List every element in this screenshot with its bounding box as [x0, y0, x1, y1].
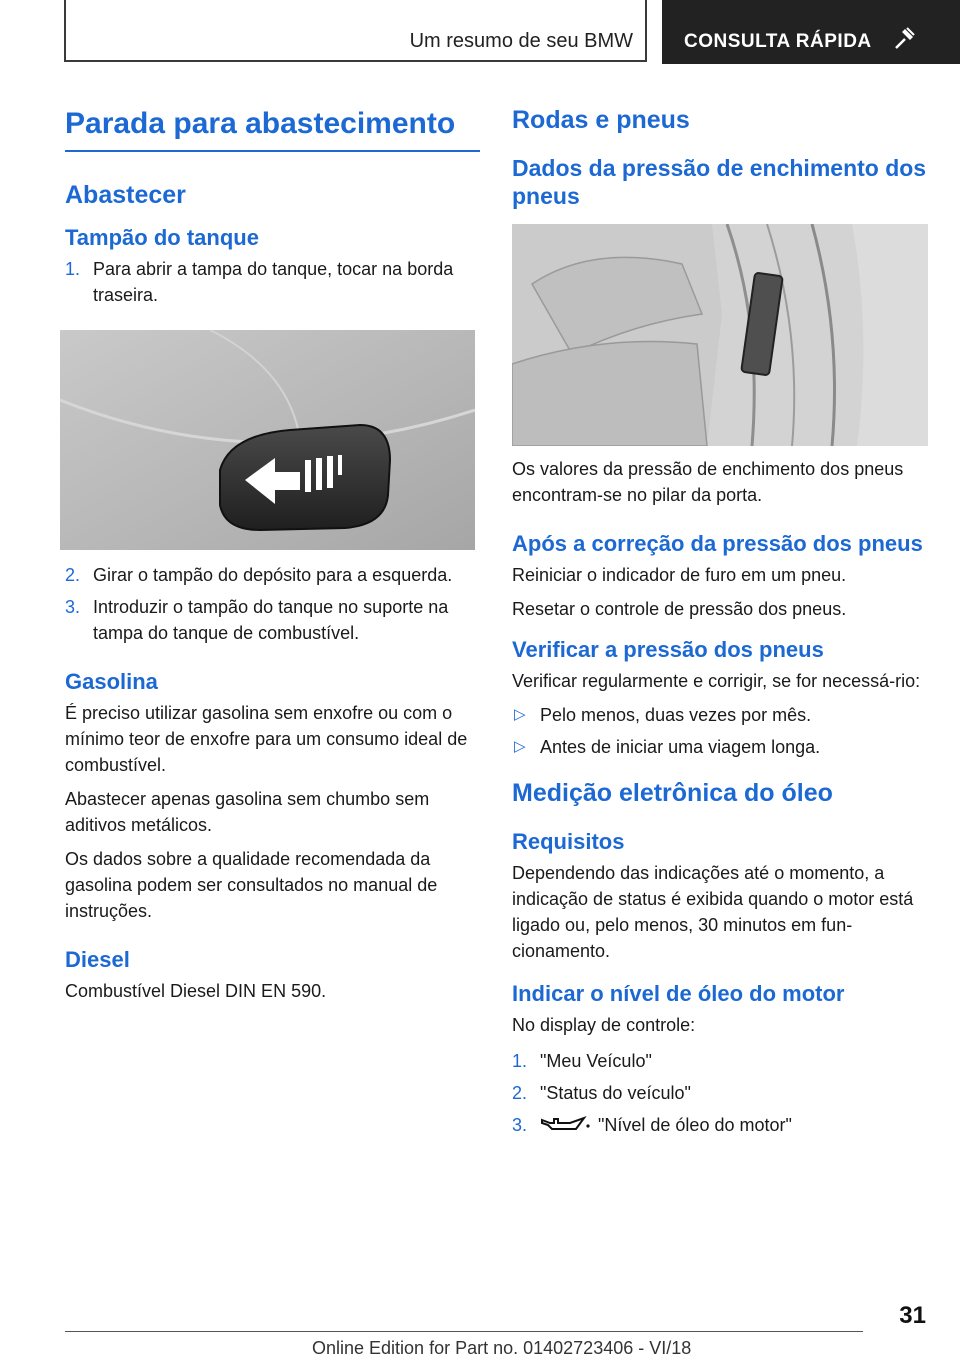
heading-tampao: Tampão do tanque — [65, 225, 259, 250]
bullet-triangle-icon: ▷ — [514, 706, 526, 723]
heading-diesel: Diesel — [65, 947, 130, 972]
list-item: ▷ Pelo menos, duas vezes por mês. — [512, 702, 928, 728]
list-item: 2. "Status do veículo" — [512, 1083, 691, 1103]
paragraph: Combustível Diesel DIN EN 590. — [65, 981, 327, 1001]
fuel-flap-illustration — [60, 330, 475, 550]
heading-verificar-pressao: Verificar a pressão dos pneus — [512, 637, 824, 662]
list-item: 3. Introduzir o tampão do tanque no suporte na tampa do tanque de combustível. — [65, 597, 449, 643]
quick-reference-icon — [892, 26, 916, 50]
list-item: ▷ Antes de iniciar uma viagem longa. — [512, 734, 928, 760]
list-item: 1. "Meu Veículo" — [512, 1051, 652, 1071]
paragraph: No display de controle: — [512, 1015, 696, 1035]
footer-divider — [65, 1331, 863, 1332]
section-title-wheels: Rodas e pneus — [512, 106, 690, 134]
heading-apos-correcao: Após a correção da pressão dos pneus — [512, 531, 923, 556]
tank-steps-list-continued — [65, 562, 480, 646]
door-pillar-illustration — [512, 224, 928, 446]
header-section-box — [64, 0, 647, 62]
paragraph: Resetar o controle de pressão dos pneus. — [512, 599, 847, 619]
paragraph: Dependendo das indicações até o momento, a indicação de status é exibida quando o motor está ligado ou, pelo menos, 30 minutos em fun-cionamento. — [512, 863, 914, 961]
heading-gasolina: Gasolina — [65, 669, 158, 694]
heading-indicar-nivel: Indicar o nível de óleo do motor — [512, 981, 845, 1006]
list-item: 1. Para abrir a tampa do tanque, tocar na borda traseira. — [65, 259, 454, 305]
quick-reference-tab[interactable] — [662, 0, 960, 64]
heading-abastecer: Abastecer — [65, 181, 186, 209]
left-column — [65, 96, 480, 1012]
heading-requisitos: Requisitos — [512, 829, 625, 854]
tank-steps-list — [65, 256, 480, 308]
bullet-triangle-icon: ▷ — [514, 738, 526, 755]
paragraph: É preciso utilizar gasolina sem enxofre ou com o mínimo teor de enxofre para um consumo ideal de combustível. — [65, 703, 468, 775]
header-section-title: Um resumo de seu BMW — [409, 30, 633, 52]
page-number: 31 — [899, 1302, 926, 1329]
check-bullet-list — [512, 702, 928, 760]
oil-steps-list — [512, 1048, 928, 1138]
section-title-refueling: Parada para abastecimento — [65, 106, 480, 152]
list-item: 3. "Nível de óleo do motor" — [512, 1115, 792, 1135]
list-item: 2. Girar o tampão do depósito para a esquerda. — [65, 565, 453, 585]
heading-medicao-oleo: Medição eletrônica do óleo — [512, 779, 833, 807]
paragraph: Abastecer apenas gasolina sem chumbo sem aditivos metálicos. — [65, 789, 430, 835]
oil-can-icon — [540, 1114, 592, 1134]
paragraph: Reiniciar o indicador de furo em um pneu. — [512, 565, 847, 585]
paragraph: Os dados sobre a qualidade recomendada da gasolina podem ser consultados no manual de instruções. — [65, 849, 438, 921]
paragraph: Verificar regularmente e corrigir, se for necessá-rio: — [512, 671, 921, 691]
footer-edition: Online Edition for Part no. 01402723406 - VI/18 — [312, 1338, 692, 1358]
paragraph: Os valores da pressão de enchimento dos pneus encontram-se no pilar da porta. — [512, 459, 904, 505]
heading-dados-pressao: Dados da pressão de enchimento dos pneus — [512, 155, 927, 209]
right-column — [512, 96, 928, 1144]
quick-reference-label: CONSULTA RÁPIDA — [684, 31, 872, 52]
